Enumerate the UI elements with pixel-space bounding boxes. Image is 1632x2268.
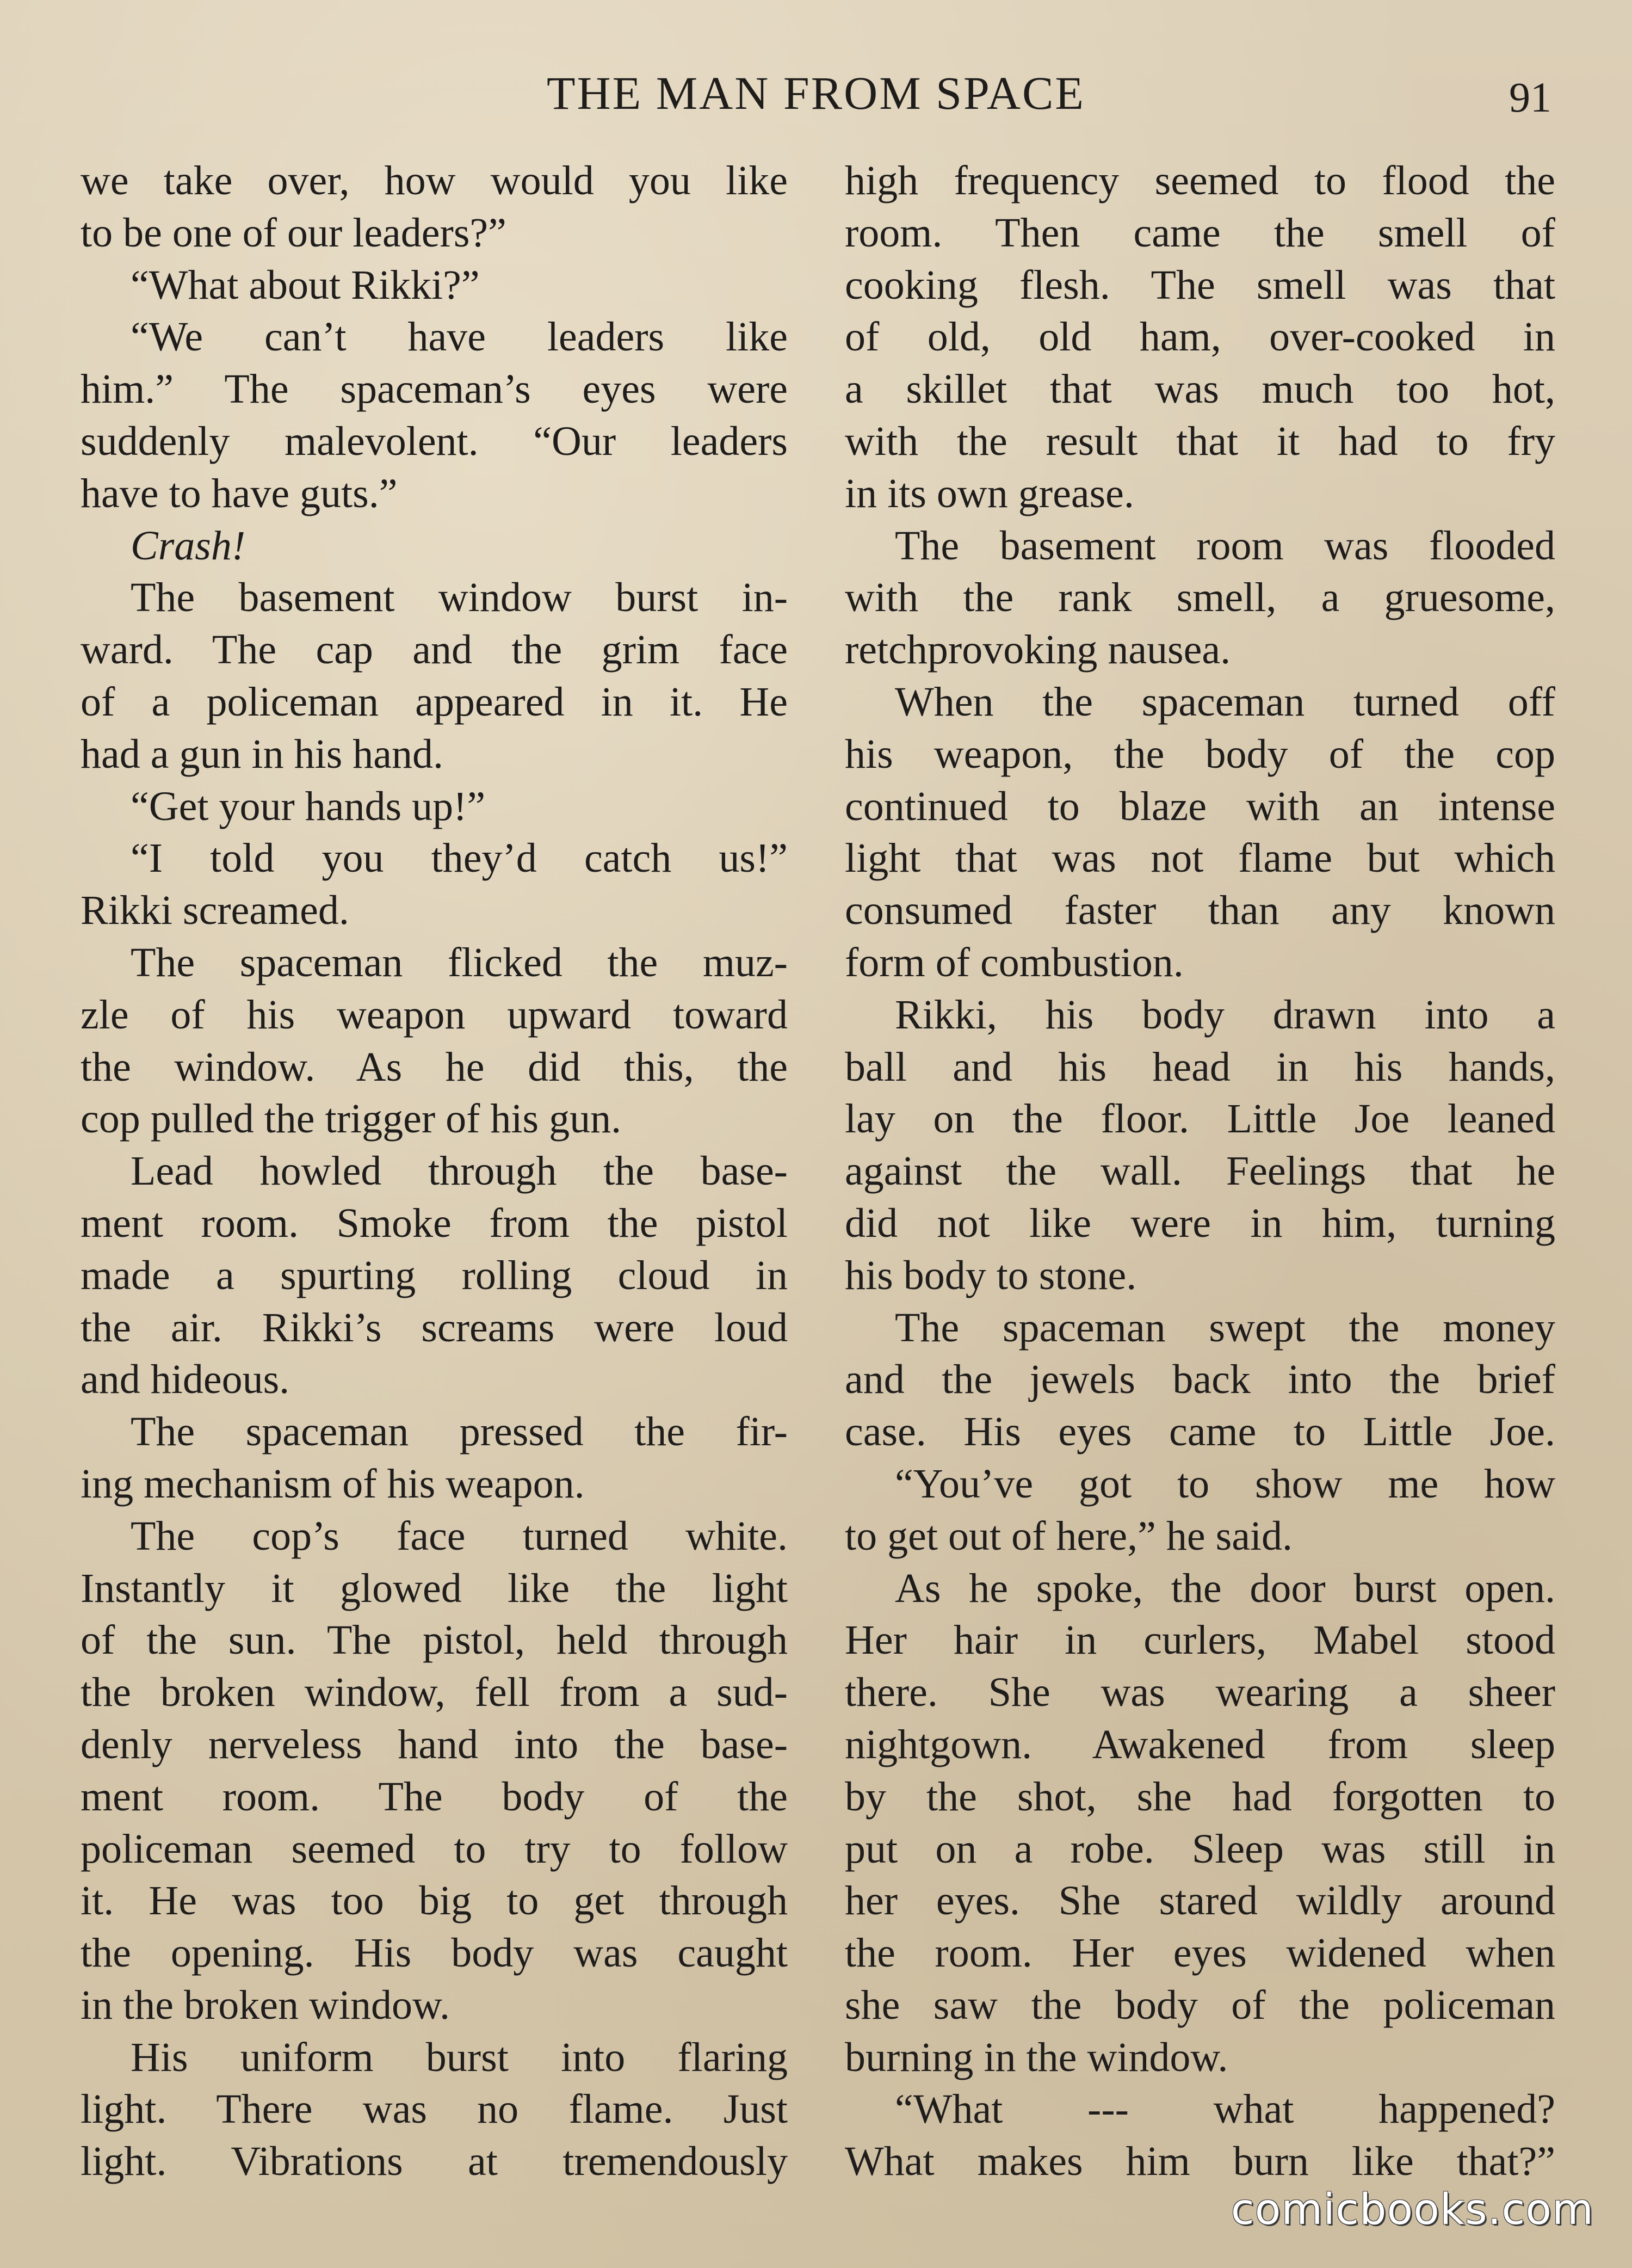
text-line: cooking flesh. The smell was that <box>845 262 1555 308</box>
text-line: him.” The spaceman’s eyes were <box>81 366 788 412</box>
text-line: “What --- what happened? <box>895 2086 1555 2133</box>
text-line: zle of his weapon upward toward <box>81 991 788 1038</box>
text-line: ward. The cap and the grim face <box>81 627 788 673</box>
text-line: The spaceman swept the money <box>895 1304 1555 1351</box>
text-line: consumed faster than any known <box>845 888 1555 934</box>
text-line: ment room. The body of the <box>81 1773 788 1820</box>
text-line: The spaceman pressed the fir- <box>131 1409 788 1455</box>
text-line: light. There was no flame. Just <box>81 2086 788 2133</box>
text-line: high frequency seemed to flood the <box>845 158 1555 204</box>
text-line: to get out of here,” he said. <box>845 1513 1293 1559</box>
text-line: did not like were in him, turning <box>845 1200 1555 1246</box>
text-line: made a spurting rolling cloud in <box>81 1252 788 1298</box>
text-line: As he spoke, the door burst open. <box>895 1565 1555 1611</box>
text-line: light that was not flame but which <box>845 835 1555 882</box>
text-line: she saw the body of the policeman <box>845 1982 1555 2028</box>
text-line: retchprovoking nausea. <box>845 627 1231 673</box>
page-number: 91 <box>1509 73 1551 121</box>
text-line: “Get your hands up!” <box>131 783 486 829</box>
text-line: case. His eyes came to Little Joe. <box>845 1409 1555 1455</box>
text-line: there. She was wearing a sheer <box>845 1669 1555 1716</box>
text-line: The basement window burst in- <box>131 575 788 621</box>
right-text-column <box>845 155 1555 2188</box>
text-line: a skillet that was much too hot, <box>845 366 1555 412</box>
text-line: ing mechanism of his weapon. <box>81 1460 585 1507</box>
site-watermark: comicbooks.com <box>1231 2185 1594 2234</box>
text-line: His uniform burst into flaring <box>131 2034 788 2080</box>
text-line: ment room. Smoke from the pistol <box>81 1200 788 1246</box>
text-line: the opening. His body was caught <box>81 1930 788 1976</box>
text-line: burning in the window. <box>845 2034 1228 2080</box>
text-line: Rikki screamed. <box>81 888 349 934</box>
text-line: suddenly malevolent. “Our leaders <box>81 418 788 464</box>
text-line: form of combustion. <box>845 939 1184 985</box>
text-line: room. Then came the smell of <box>845 209 1555 256</box>
text-line: the room. Her eyes widened when <box>845 1930 1555 1976</box>
text-line: her eyes. She stared wildly around <box>845 1878 1555 1924</box>
text-line: nightgown. Awakened from sleep <box>845 1721 1555 1767</box>
text-line: and the jewels back into the brief <box>845 1357 1555 1403</box>
text-line: What makes him burn like that?” <box>845 2138 1555 2185</box>
text-line: had a gun in his hand. <box>81 731 444 777</box>
text-line: in the broken window. <box>81 1982 450 2028</box>
text-line: with the result that it had to fry <box>845 418 1555 464</box>
text-line: denly nerveless hand into the base- <box>81 1721 788 1767</box>
left-text-column <box>81 155 788 2188</box>
text-line: Her hair in curlers, Mabel stood <box>845 1617 1555 1663</box>
text-line: continued to blaze with an intense <box>845 783 1555 829</box>
text-line: of old, old ham, over-cooked in <box>845 314 1555 360</box>
text-line: Crash! <box>131 522 246 569</box>
text-line: The basement room was flooded <box>895 522 1555 569</box>
text-line: Instantly it glowed like the light <box>81 1565 788 1611</box>
text-line: and hideous. <box>81 1357 290 1403</box>
text-line: Rikki, his body drawn into a <box>895 991 1555 1038</box>
text-line: The cop’s face turned white. <box>131 1513 788 1559</box>
text-line: of a policeman appeared in it. He <box>81 679 788 725</box>
text-line: the broken window, fell from a sud- <box>81 1669 788 1716</box>
text-line: put on a robe. Sleep was still in <box>845 1826 1555 1872</box>
text-line: The spaceman flicked the muz- <box>131 939 788 985</box>
text-line: When the spaceman turned off <box>895 679 1555 725</box>
text-line: policeman seemed to try to follow <box>81 1826 788 1872</box>
text-line: lay on the floor. Little Joe leaned <box>845 1096 1555 1142</box>
text-line: against the wall. Feelings that he <box>845 1148 1555 1194</box>
text-line: with the rank smell, a gruesome, <box>845 575 1555 621</box>
text-line: cop pulled the trigger of his gun. <box>81 1096 622 1142</box>
text-line: “What about Rikki?” <box>131 262 480 308</box>
running-title: THE MAN FROM SPACE <box>547 67 1085 119</box>
text-line: Lead howled through the base- <box>131 1148 788 1194</box>
text-line: light. Vibrations at tremendously <box>81 2138 788 2185</box>
text-line: the air. Rikki’s screams were loud <box>81 1304 788 1351</box>
text-line: in its own grease. <box>845 470 1134 516</box>
text-line: by the shot, she had forgotten to <box>845 1773 1555 1820</box>
text-line: ball and his head in his hands, <box>845 1044 1555 1090</box>
text-line: the window. As he did this, the <box>81 1044 788 1090</box>
text-line: we take over, how would you like <box>81 158 788 204</box>
text-line: “You’ve got to show me how <box>895 1460 1555 1507</box>
text-line: his body to stone. <box>845 1252 1137 1298</box>
text-line: have to have guts.” <box>81 470 398 516</box>
text-line: “I told you they’d catch us!” <box>131 835 788 882</box>
text-line: of the sun. The pistol, held through <box>81 1617 788 1663</box>
text-line: his weapon, the body of the cop <box>845 731 1555 777</box>
text-line: “We can’t have leaders like <box>131 314 788 360</box>
text-line: to be one of our leaders?” <box>81 209 506 256</box>
text-line: it. He was too big to get through <box>81 1878 788 1924</box>
